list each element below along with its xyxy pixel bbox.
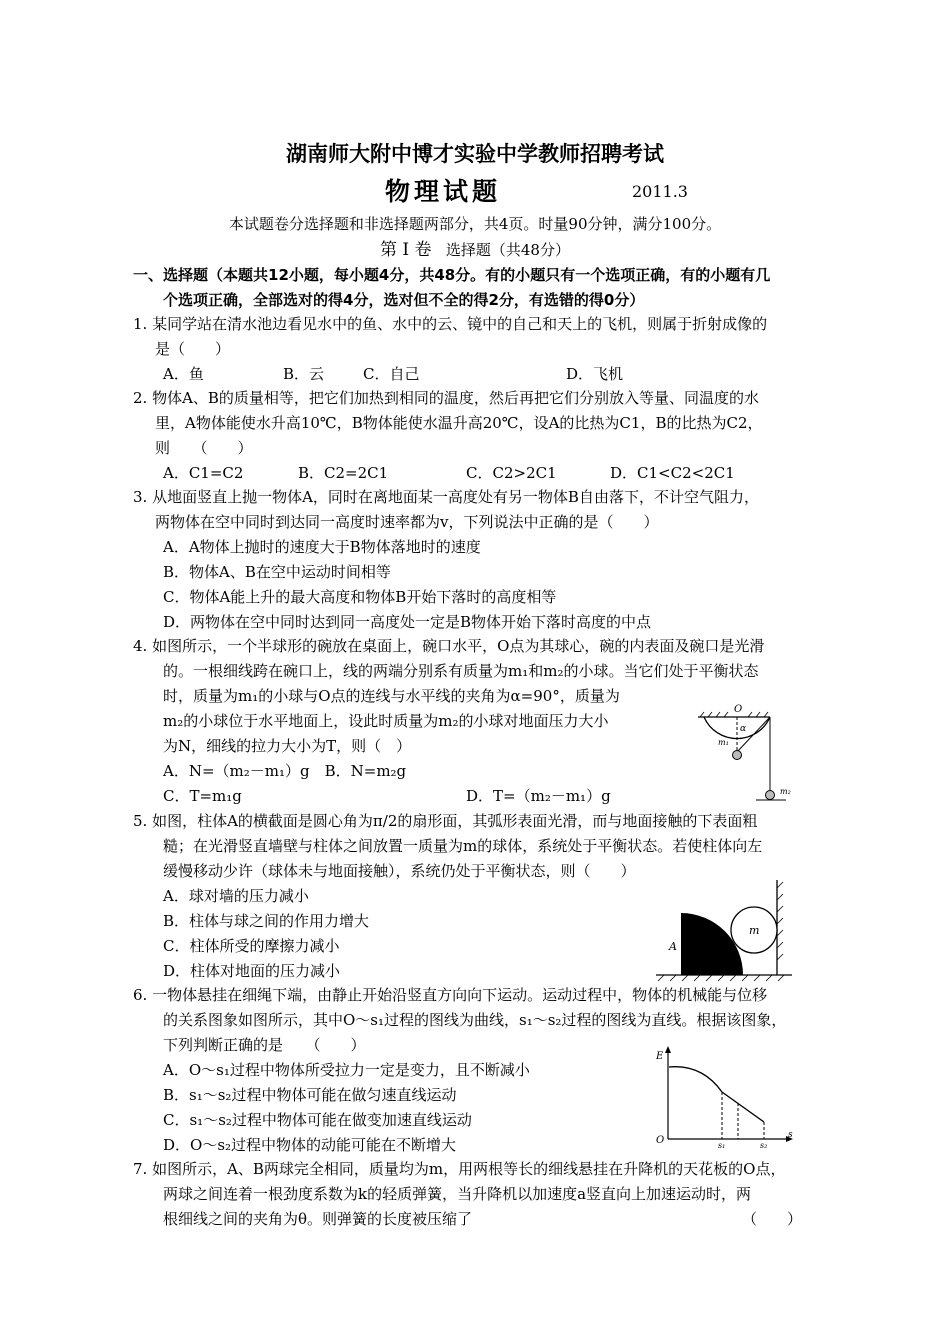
q4-options-ab: A．N=（m₂－m₁）g B．N=m₂g: [163, 762, 407, 780]
q7-stem-line2: 两球之间连着一根劲度系数为k的轻质弹簧，当升降机以加速度a竖直向上加速运动时，两: [163, 1185, 752, 1203]
q7-stem-line1: 7. 如图所示，A、B两球完全相同，质量均为m，用两根等长的细线悬挂在升降机的天花板的O点，: [133, 1160, 786, 1178]
q4-label-o: O: [734, 704, 743, 715]
q4-ball-m1: [733, 751, 742, 760]
q1-stem-line2: 是（ ）: [155, 340, 231, 358]
q7-stem-line3: 根细线之间的夹角为θ。则弹簧的长度被压缩了: [163, 1210, 473, 1228]
q1-option-b: B．云: [283, 365, 325, 383]
intro-text: 本试题卷分选择题和非选择题两部分，共4页。时量90分钟，满分100分。: [228, 215, 722, 233]
school-title: 湖南师大附中博才实验中学教师招聘考试: [286, 142, 664, 166]
section-instructions-line1: 一、选择题（本题共12小题，每小题4分，共48分。有的小题只有一个选项正确，有的小题有几: [133, 266, 771, 284]
q2-stem-line1: 2. 物体A、B的质量相等，把它们加热到相同的温度，然后再把它们分别放入等量、同温度的水: [133, 389, 759, 407]
q6-line-s1-s2: [722, 1092, 764, 1122]
q4-label-m2: m₂: [780, 787, 791, 796]
q4-option-d: D．T=（m₂－m₁）g: [466, 787, 611, 805]
q6-label-s1: s₁: [718, 1141, 726, 1150]
q6-stem-line3: 下列判断正确的是 （ ）: [163, 1036, 366, 1054]
q2-option-a: A．C1=C2: [163, 464, 244, 482]
q3-stem-line2: 两物体在空中同时到达同一高度时速率都为v，下列说法中正确的是（ ）: [155, 513, 659, 531]
q4-string-left: [737, 717, 770, 752]
q3-option-b: B．物体A、B在空中运动时间相等: [163, 563, 391, 581]
q6-stem-line2: 的关系图象如图所示，其中O～s₁过程的图线为曲线，s₁～s₂过程的图线为直线。根据该图象，: [163, 1011, 787, 1029]
q6-option-d: D．O～s₂过程中物体的动能可能在不断增大: [163, 1136, 457, 1154]
q2-stem-line3: 则 （ ）: [155, 439, 253, 457]
q3-option-d: D．两物体在空中同时达到同一高度处一定是B物体开始下落时高度的中点: [163, 613, 652, 631]
q6-label-s: s: [788, 1130, 793, 1140]
q1-stem-line1: 1. 某同学站在清水池边看见水中的鱼、水中的云、镜中的自己和天上的飞机，则属于折射成像的: [133, 315, 768, 333]
q2-option-c: C．C2>2C1: [466, 464, 557, 482]
q6-axis-y-arrow: [665, 1046, 671, 1053]
q6-label-o: O: [656, 1135, 665, 1146]
q1-option-a: A．鱼: [163, 365, 204, 383]
q6-label-e: E: [656, 1051, 664, 1062]
q4-label-m1: m₁: [718, 738, 729, 747]
q5-label-m: m: [749, 924, 760, 937]
q6-energy-graph: [652, 1044, 802, 1149]
q5-label-a: A: [669, 940, 677, 953]
q5-ground-hatch: [658, 975, 784, 981]
q2-option-b: B．C2=2C1: [298, 464, 389, 482]
part-heading: [0, 240, 950, 260]
q3-option-a: A．A物体上抛时的速度大于B物体落地时的速度: [163, 538, 481, 556]
q5-option-b: B．柱体与球之间的作用力增大: [163, 912, 370, 930]
q3-stem-line1: 3. 从地面竖直上抛一物体A，同时在离地面某一高度处有另一物体B自由落下，不计空气阻力，: [133, 488, 759, 506]
q4-stem-line1: 4. 如图所示，一个半球形的碗放在桌面上，碗口水平，O点为其球心，碗的内表面及碗口是光滑: [133, 637, 765, 655]
q1-option-c: C．自己: [363, 365, 420, 383]
subject-title: 物理试题: [385, 177, 502, 206]
q6-option-c: C．s₁～s₂过程中物体可能在做变加速直线运动: [163, 1111, 472, 1129]
q5-option-a: A．球对墙的压力减小: [163, 887, 309, 905]
q5-stem-line1: 5. 如图，柱体A的横截面是圆心角为π/2的扇形面，其弧形表面光滑，而与地面接触的下表面粗: [133, 812, 758, 830]
q6-stem-line1: 6. 一物体悬挂在细绳下端，由静止开始沿竖直方向向下运动。运动过程中，物体的机械能与位移: [133, 986, 768, 1004]
q1-option-d: D．飞机: [566, 365, 624, 383]
exam-date: 2011.3: [632, 182, 688, 201]
q5-stem-line3: 缓慢移动少许（球体未与地面接触），系统仍处于平衡状态，则（ ）: [163, 862, 636, 880]
section-instructions-line2: 个选项正确，全部选对的得4分，选对但不全的得2分，有选错的得0分）: [163, 291, 645, 309]
q6-label-s2: s₂: [760, 1141, 768, 1150]
part-label: 第 I 卷: [380, 240, 432, 260]
q5-cylinder-figure: [650, 878, 800, 983]
q6-curve-o-s1: [669, 1067, 722, 1092]
q4-bowl-figure: [690, 700, 800, 805]
q4-stem-line3: 时，质量为m₁的小球与O点的连线与水平线的夹角为α=90°，质量为: [163, 687, 620, 705]
q4-stem-line4: m₂的小球位于水平地面上，设此时质量为m₂的小球对地面压力大小: [163, 712, 609, 730]
q5-option-c: C．柱体所受的摩擦力减小: [163, 937, 340, 955]
q2-option-d: D．C1<C2<2C1: [610, 464, 735, 482]
q4-stem-line2: 的。一根细线跨在碗口上，线的两端分别系有质量为m₁和m₂的小球。当它们处于平衡状态: [163, 662, 759, 680]
q4-stem-line5: 为N，细线的拉力大小为T，则（ ）: [163, 737, 412, 755]
part-desc: 选择题（共48分）: [445, 241, 570, 259]
q6-option-a: A．O～s₁过程中物体所受拉力一定是变力，且不断减小: [163, 1061, 530, 1079]
q5-stem-line2: 糙；在光滑竖直墙壁与柱体之间放置一质量为m的球体，系统处于平衡状态。若使柱体向左: [163, 837, 763, 855]
q4-option-c: C．T=m₁g: [163, 787, 242, 805]
q3-option-c: C．物体A能上升的最大高度和物体B开始下落时的高度相等: [163, 588, 557, 606]
q4-ball-m2: [766, 791, 775, 800]
q7-answer-paren: （ ）: [742, 1210, 803, 1228]
q5-wall-hatch: [777, 882, 783, 960]
q4-label-alpha: α: [740, 724, 747, 734]
q5-option-d: D．柱体对地面的压力减小: [163, 962, 341, 980]
q6-option-b: B．s₁～s₂过程中物体可能在做匀速直线运动: [163, 1086, 457, 1104]
q2-stem-line2: 里，A物体能使水升高10℃，B物体能使水温升高20℃，设A的比热为C1，B的比热为C2，: [155, 414, 763, 432]
